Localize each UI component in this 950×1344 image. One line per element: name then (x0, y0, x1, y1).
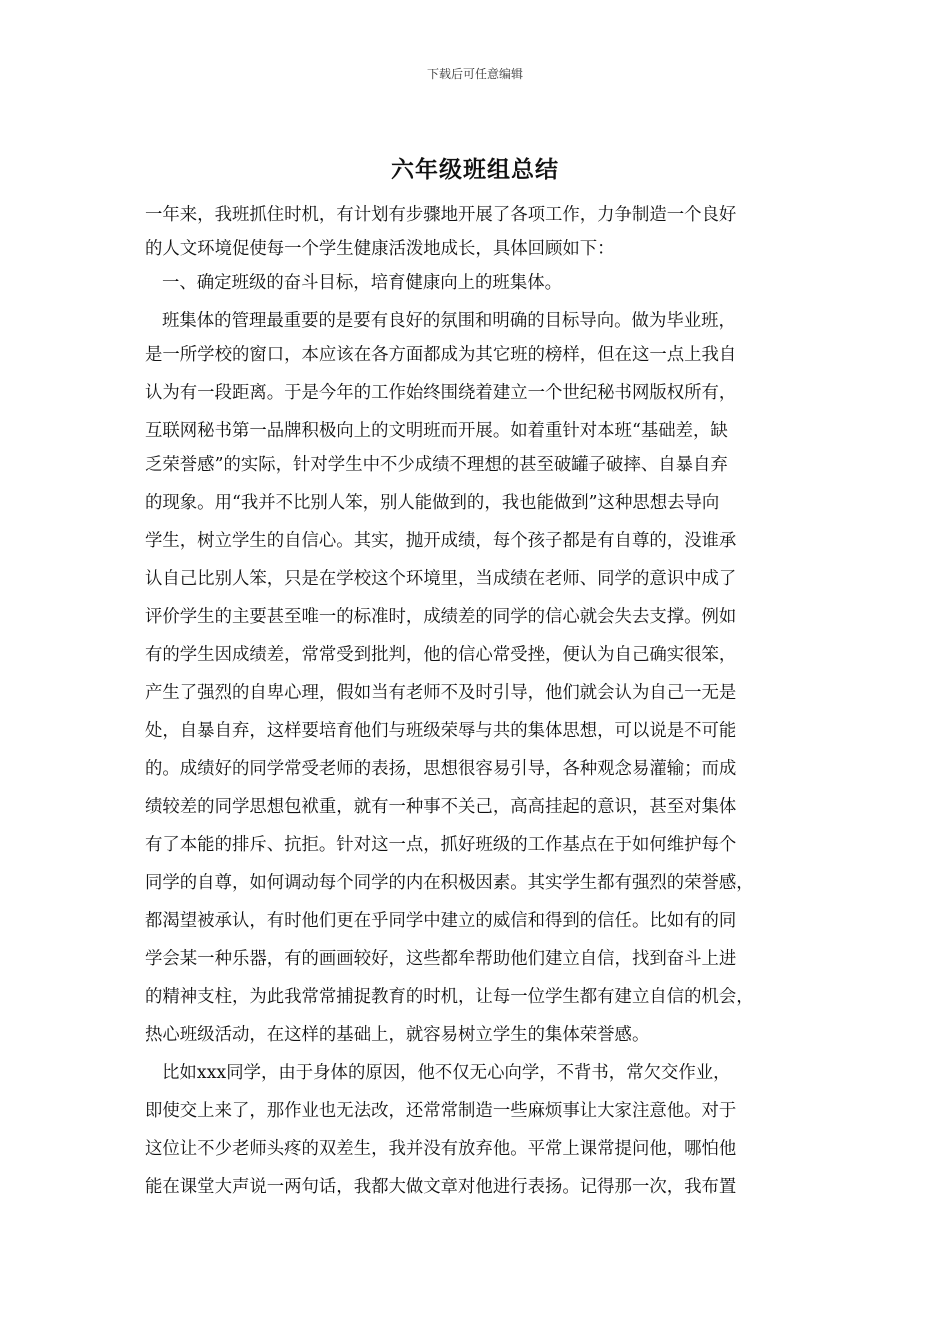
body-line-24: 比如xxx同学，由于身体的原因，他不仅无心向学，不背书，常欠交作业， (162, 1063, 731, 1083)
document-body (145, 198, 820, 1204)
body-line-23: 热心班级活动，在这样的基础上，就容易树立学生的集体荣誉感。 (145, 1025, 650, 1045)
body-line-22: 的精神支柱，为此我常常捕捉教育的时机，让每一位学生都有建立自信的机会， (145, 987, 754, 1007)
body-line-6: 认为有一段距离。于是今年的工作始终围绕着建立一个世纪秘书网版权所有， (145, 383, 737, 403)
body-line-17: 绩较差的同学思想包袱重，就有一种事不关己，高高挂起的意识，甚至对集体 (145, 797, 737, 817)
body-line-5: 是一所学校的窗口，本应该在各方面都成为其它班的榜样，但在这一点上我自 (145, 345, 737, 365)
body-line-20: 都渴望被承认，有时他们更在乎同学中建立的威信和得到的信任。比如有的同 (145, 911, 737, 931)
body-line-16: 的。成绩好的同学常受老师的表扬，思想很容易引导，各种观念易灌输；而成 (145, 759, 737, 779)
body-line-27: 能在课堂大声说一两句话，我都大做文章对他进行表扬。记得那一次，我布置 (145, 1177, 737, 1197)
body-line-4: 班集体的管理最重要的是要有良好的氛围和明确的目标导向。做为毕业班， (162, 311, 736, 331)
body-line-25: 即使交上来了，那作业也无法改，还常常制造一些麻烦事让大家注意他。对于 (145, 1101, 737, 1121)
body-line-2: 的人文环境促使每一个学生健康活泼地成长，具体回顾如下： (145, 239, 615, 259)
body-line-15: 处，自暴自弃，这样要培育他们与班级荣辱与共的集体思想，可以说是不可能 (145, 721, 737, 741)
body-line-18: 有了本能的排斥、抗拒。针对这一点，抓好班级的工作基点在于如何维护每个 (145, 835, 737, 855)
header-note: 下载后可任意编辑 (426, 67, 523, 81)
body-line-8: 乏荣誉感”的实际，针对学生中不少成绩不理想的甚至破罐子破摔、自暴自弃 (145, 455, 728, 475)
body-line-9: 的现象。用“我并不比别人笨，别人能做到的，我也能做到”这种思想去导向 (145, 493, 720, 513)
section-heading-1: 一、确定班级的奋斗目标，培育健康向上的班集体。 (162, 273, 562, 293)
body-line-10: 学生，树立学生的自信心。其实，抛开成绩，每个孩子都是有自尊的，没谁承 (145, 531, 737, 551)
body-line-11: 认自己比别人笨，只是在学校这个环境里，当成绩在老师、同学的意识中成了 (145, 569, 737, 589)
body-line-26: 这位让不少老师头疼的双差生，我并没有放弃他。平常上课常提问他，哪怕他 (145, 1139, 737, 1159)
body-line-19: 同学的自尊，如何调动每个同学的内在积极因素。其实学生都有强烈的荣誉感， (145, 873, 754, 893)
document-title: 六年级班组总结 (391, 156, 559, 183)
body-line-1: 一年来，我班抓住时机，有计划有步骤地开展了各项工作，力争制造一个良好 (145, 205, 737, 225)
body-line-13: 有的学生因成绩差，常常受到批判，他的信心常受挫，便认为自己确实很笨， (145, 645, 737, 665)
body-line-7: 互联网秘书第一品牌积极向上的文明班而开展。如着重针对本班“基础差，缺 (145, 421, 728, 441)
body-line-12: 评价学生的主要甚至唯一的标准时，成绩差的同学的信心就会失去支撑。例如 (145, 607, 737, 627)
body-line-14: 产生了强烈的自卑心理，假如当有老师不及时引导，他们就会认为自己一无是 (145, 683, 737, 703)
body-line-21: 学会某一种乐器，有的画画较好，这些都牟帮助他们建立自信，找到奋斗上进 (145, 949, 737, 969)
